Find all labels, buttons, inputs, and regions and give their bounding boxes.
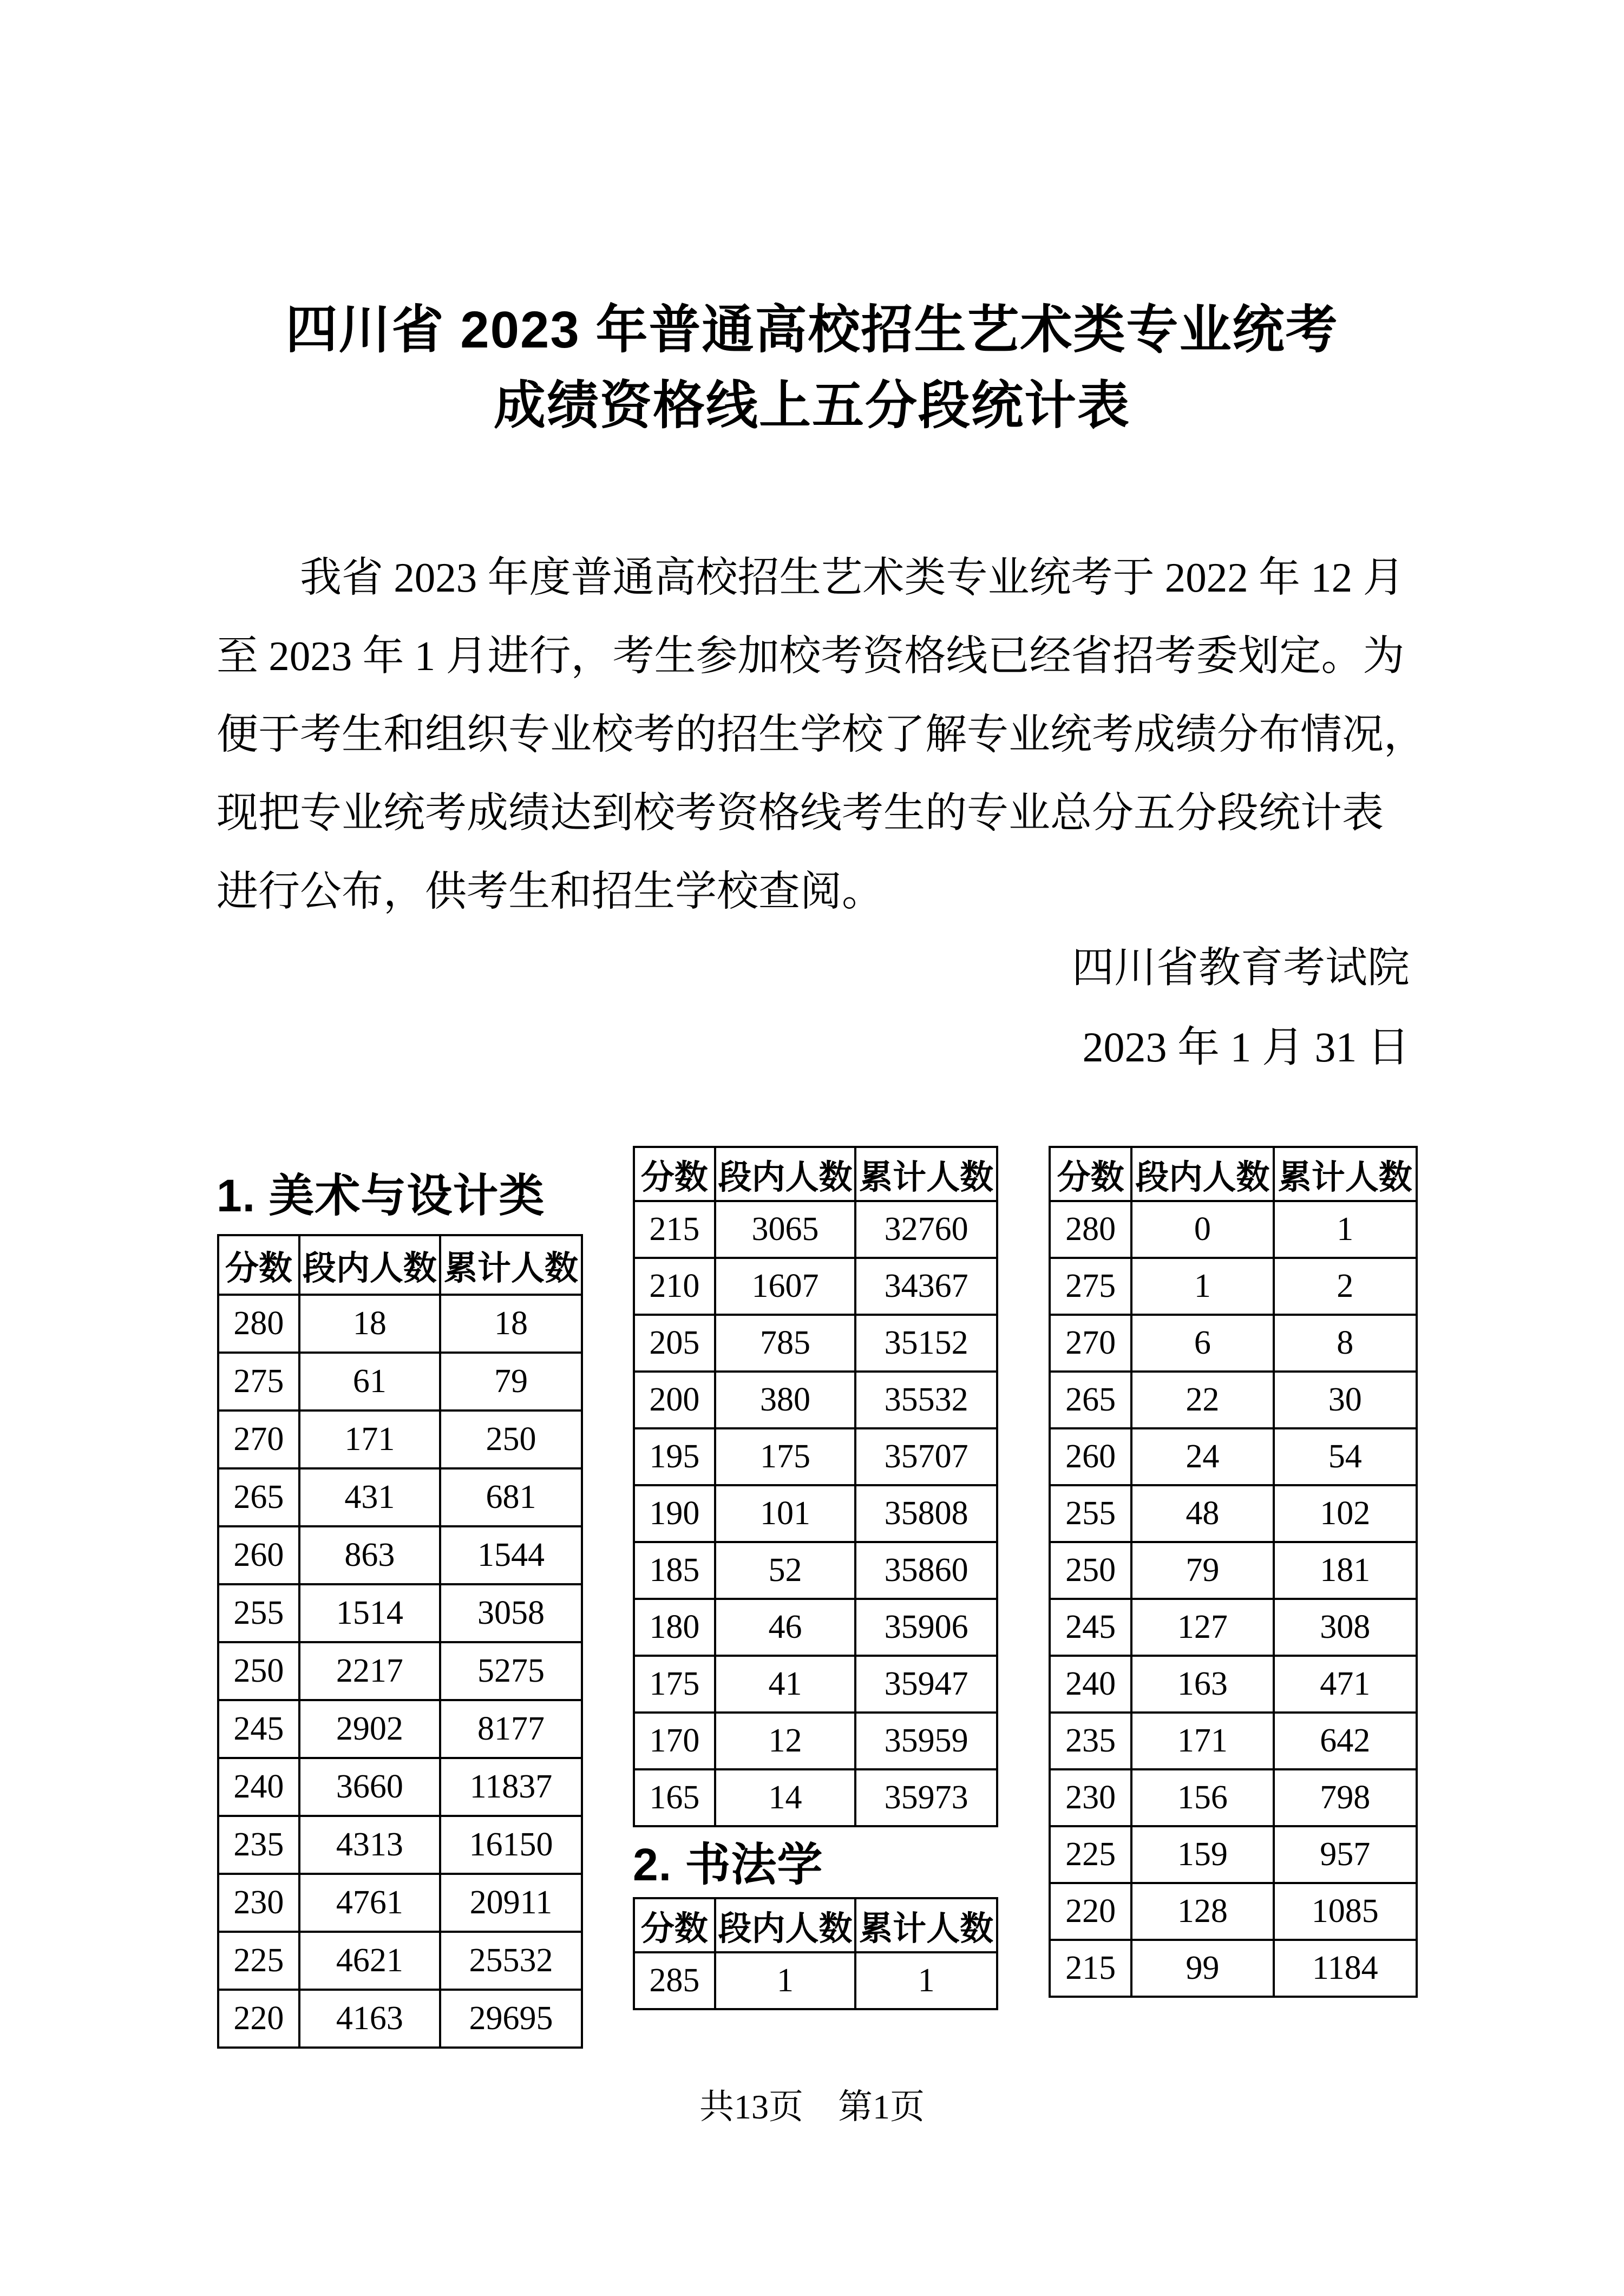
table-row [634,1952,997,2009]
col-header-score: 分数 [634,1147,715,1201]
table-cell: 35860 [855,1542,997,1599]
col-header-count-in-band: 段内人数 [1131,1147,1273,1201]
table-cell: 32760 [855,1201,997,1258]
table-cell: 863 [299,1526,440,1584]
col-header-cumulative: 累计人数 [855,1147,997,1201]
col-header-count-in-band: 段内人数 [715,1898,856,1952]
table-cell: 240 [218,1758,299,1816]
table-row [218,1816,582,1874]
table-cell: 220 [1050,1883,1131,1940]
table-row [1050,1883,1417,1940]
table-cell: 8 [1274,1315,1417,1372]
table-cell: 255 [1050,1485,1131,1542]
table-cell: 245 [1050,1599,1131,1656]
table-cell: 156 [1131,1769,1273,1826]
table-cell: 35152 [855,1315,997,1372]
table-cell: 205 [634,1315,715,1372]
table-cell: 785 [715,1315,856,1372]
table-cell: 165 [634,1769,715,1826]
table-row [1050,1258,1417,1315]
table-cell: 280 [218,1295,299,1353]
table-cell: 52 [715,1542,856,1599]
table-cell: 25532 [440,1932,582,1990]
signature-org: 四川省教育考试院 [1071,944,1410,991]
table-cell: 380 [715,1372,856,1428]
table-cell: 285 [634,1952,715,2009]
table-cell: 4163 [299,1990,440,2048]
table-row [1050,1769,1417,1826]
table-header-row [634,1898,997,1952]
table-row [634,1372,997,1428]
table-cell: 225 [1050,1826,1131,1883]
table-cell: 18 [299,1295,440,1353]
table-cell: 128 [1131,1883,1273,1940]
col-header-cumulative: 累计人数 [440,1235,582,1295]
table-cell: 18 [440,1295,582,1353]
table-cell: 175 [634,1656,715,1713]
paragraph-line: 现把专业统考成绩达到校考资格线考生的专业总分五分段统计表 [217,790,1384,836]
table-cell: 35959 [855,1713,997,1769]
table-row [218,1468,582,1526]
table-cell: 48 [1131,1485,1273,1542]
table-cell: 102 [1274,1485,1417,1542]
table-cell: 16150 [440,1816,582,1874]
table-row [1050,1315,1417,1372]
table-cell: 215 [634,1201,715,1258]
table-row [634,1315,997,1372]
table-cell: 24 [1131,1428,1273,1485]
table-row [1050,1372,1417,1428]
table-cell: 280 [1050,1201,1131,1258]
table-row [634,1428,997,1485]
table-row [1050,1201,1417,1258]
table-cell: 250 [218,1642,299,1700]
table-row [634,1258,997,1315]
section-label-art-design: 1. 美术与设计类 [217,1170,545,1221]
table-row [218,1700,582,1758]
page-footer: 共13页 第1页 [699,2088,925,2126]
paragraph-line: 便于考生和组织专业校考的招生学校了解专业统考成绩分布情况， [217,711,1425,758]
table-row [1050,1542,1417,1599]
table-cell: 3660 [299,1758,440,1816]
table-row [1050,1826,1417,1883]
table-cell: 41 [715,1656,856,1713]
signature-date: 2023 年 1 月 31 日 [1082,1024,1410,1071]
table-cell: 270 [1050,1315,1131,1372]
table-art-design-part2 [633,1146,998,1827]
table-row [634,1599,997,1656]
table-cell: 235 [1050,1713,1131,1769]
table-row [218,1990,582,2048]
table-cell: 159 [1131,1826,1273,1883]
table-cell: 250 [1050,1542,1131,1599]
col-header-count-in-band: 段内人数 [715,1147,856,1201]
table-cell: 163 [1131,1656,1273,1713]
table-cell: 3058 [440,1584,582,1642]
paragraph-line: 至 2023 年 1 月进行，考生参加校考资格线已经省招考委划定。为 [217,633,1405,679]
table-row [218,1295,582,1353]
table-cell: 0 [1131,1201,1273,1258]
table-cell: 230 [1050,1769,1131,1826]
col-header-score: 分数 [218,1235,299,1295]
table-cell: 308 [1274,1599,1417,1656]
table-row [1050,1428,1417,1485]
table-cell: 235 [218,1816,299,1874]
table-row [218,1584,582,1642]
table-cell: 1085 [1274,1883,1417,1940]
table-row [634,1485,997,1542]
table-cell: 681 [440,1468,582,1526]
table-cell: 5275 [440,1642,582,1700]
table-row [1050,1656,1417,1713]
table-cell: 185 [634,1542,715,1599]
table-cell: 3065 [715,1201,856,1258]
table-cell: 1 [1131,1258,1273,1315]
table-cell: 2 [1274,1258,1417,1315]
table-cell: 180 [634,1599,715,1656]
table-cell: 29695 [440,1990,582,2048]
paragraph-line: 我省 2023 年度普通高校招生艺术类专业统考于 2022 年 12 月 [300,554,1405,601]
table-cell: 46 [715,1599,856,1656]
col-header-score: 分数 [634,1898,715,1952]
table-cell: 1 [1274,1201,1417,1258]
table-cell: 225 [218,1932,299,1990]
table-cell: 35707 [855,1428,997,1485]
table-cell: 260 [1050,1428,1131,1485]
table-cell: 265 [1050,1372,1131,1428]
table-cell: 431 [299,1468,440,1526]
table-row [218,1874,582,1932]
table-cell: 250 [440,1411,582,1468]
table-cell: 471 [1274,1656,1417,1713]
table-cell: 1184 [1274,1940,1417,1997]
page-title-line-1: 四川省 2023 年普通高校招生艺术类专业统考 [285,301,1339,359]
table-header-row [634,1147,997,1201]
table-cell: 1 [715,1952,856,2009]
table-cell: 270 [218,1411,299,1468]
table-cell: 54 [1274,1428,1417,1485]
table-row [1050,1599,1417,1656]
table-cell: 30 [1274,1372,1417,1428]
intro-paragraph [217,539,1425,931]
table-row [634,1713,997,1769]
table-cell: 215 [1050,1940,1131,1997]
table-cell: 210 [634,1258,715,1315]
table-cell: 4313 [299,1816,440,1874]
table-row [634,1769,997,1826]
table-cell: 34367 [855,1258,997,1315]
table-cell: 61 [299,1353,440,1411]
table-cell: 260 [218,1526,299,1584]
table-cell: 4761 [299,1874,440,1932]
table-cell: 2902 [299,1700,440,1758]
table-cell: 35532 [855,1372,997,1428]
col-header-count-in-band: 段内人数 [299,1235,440,1295]
col-header-cumulative: 累计人数 [1274,1147,1417,1201]
table-cell: 171 [1131,1713,1273,1769]
table-cell: 1 [855,1952,997,2009]
table-row [634,1201,997,1258]
table-cell: 12 [715,1713,856,1769]
table-cell: 35947 [855,1656,997,1713]
table-cell: 79 [440,1353,582,1411]
table-cell: 220 [218,1990,299,2048]
table-cell: 1514 [299,1584,440,1642]
table-calligraphy-part1 [633,1897,998,2010]
table-row [634,1542,997,1599]
table-cell: 265 [218,1468,299,1526]
table-cell: 6 [1131,1315,1273,1372]
table-header-row [218,1235,582,1295]
page-title [0,292,1624,444]
table-cell: 171 [299,1411,440,1468]
section-label-calligraphy: 2. 书法学 [633,1839,823,1890]
table-cell: 175 [715,1428,856,1485]
table-row [218,1353,582,1411]
table-cell: 20911 [440,1874,582,1932]
table-cell: 245 [218,1700,299,1758]
table-row [634,1656,997,1713]
table-cell: 190 [634,1485,715,1542]
table-art-design-part1 [217,1234,583,2049]
table-cell: 8177 [440,1700,582,1758]
table-row [218,1932,582,1990]
table-cell: 35808 [855,1485,997,1542]
table-header-row [1050,1147,1417,1201]
table-cell: 4621 [299,1932,440,1990]
col-header-score: 分数 [1050,1147,1131,1201]
table-cell: 275 [1050,1258,1131,1315]
table-cell: 127 [1131,1599,1273,1656]
table-cell: 275 [218,1353,299,1411]
table-cell: 22 [1131,1372,1273,1428]
table-cell: 79 [1131,1542,1273,1599]
table-cell: 195 [634,1428,715,1485]
table-cell: 99 [1131,1940,1273,1997]
table-row [218,1526,582,1584]
table-cell: 11837 [440,1758,582,1816]
col-header-cumulative: 累计人数 [855,1898,997,1952]
table-cell: 181 [1274,1542,1417,1599]
table-cell: 35973 [855,1769,997,1826]
table-cell: 35906 [855,1599,997,1656]
table-cell: 170 [634,1713,715,1769]
table-row [218,1411,582,1468]
table-cell: 1607 [715,1258,856,1315]
table-row [218,1758,582,1816]
paragraph-line: 进行公布，供考生和招生学校查阅。 [217,868,883,915]
table-cell: 957 [1274,1826,1417,1883]
table-cell: 101 [715,1485,856,1542]
table-row [218,1642,582,1700]
table-cell: 642 [1274,1713,1417,1769]
table-cell: 14 [715,1769,856,1826]
table-cell: 200 [634,1372,715,1428]
table-row [1050,1940,1417,1997]
table-calligraphy-part2 [1049,1146,1418,1998]
table-cell: 798 [1274,1769,1417,1826]
page-title-line-2: 成绩资格线上五分段统计表 [494,377,1130,435]
table-cell: 230 [218,1874,299,1932]
table-cell: 1544 [440,1526,582,1584]
table-cell: 240 [1050,1656,1131,1713]
table-cell: 2217 [299,1642,440,1700]
table-cell: 255 [218,1584,299,1642]
table-row [1050,1713,1417,1769]
table-row [1050,1485,1417,1542]
